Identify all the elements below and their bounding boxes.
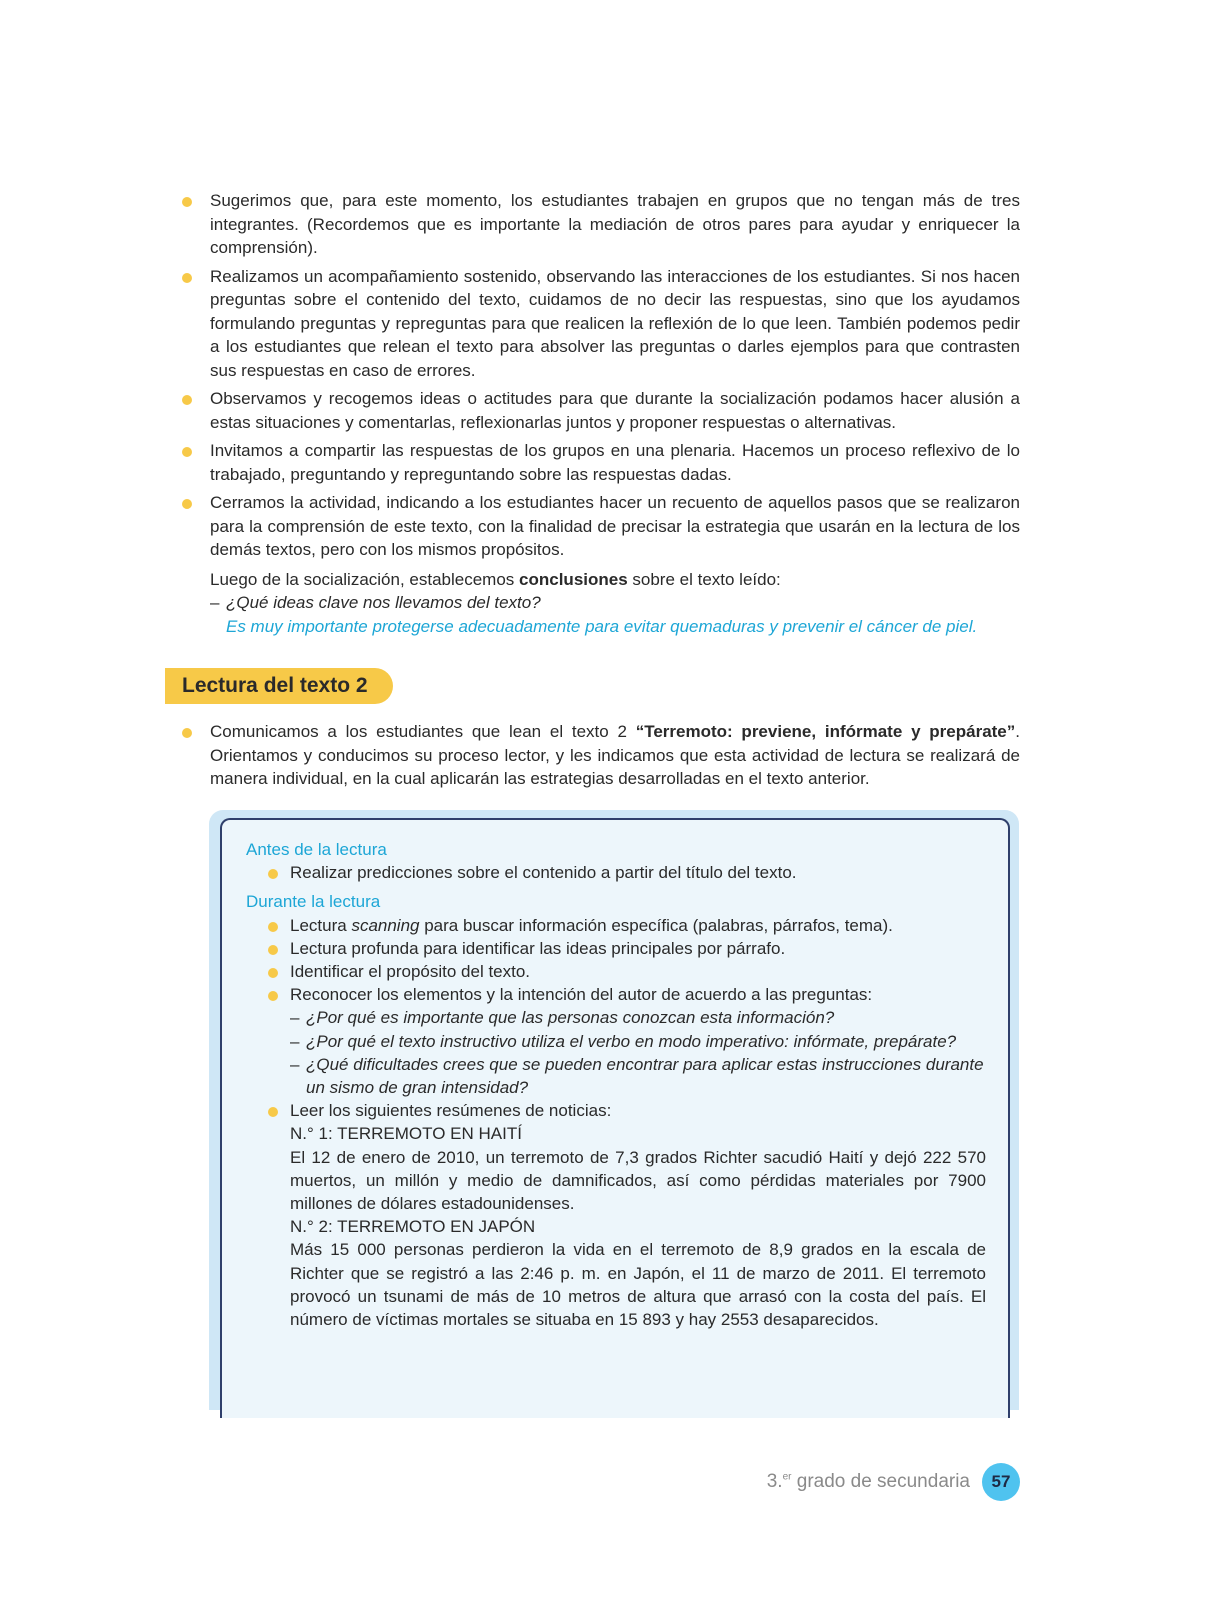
bullet-dot-icon (182, 273, 192, 283)
list-item: Observamos y recogemos ideas o actitudes para que durante la socialización podamos hacer alusión a estas situaciones y comentarlas, reflexionarlas juntos y proponer respuestas o alternativas. (182, 387, 1020, 434)
bullet-dot-icon (268, 968, 278, 978)
question-item: – ¿Por qué el texto instructivo utiliza el verbo en modo imperativo: infórmate, prepárate? (290, 1031, 957, 1051)
list-item: Lectura scanning para buscar información específica (palabras, párrafos, tema). (290, 914, 986, 937)
page-footer (767, 1463, 1020, 1501)
news1-body: El 12 de enero de 2010, un terremoto de 7,3 grados Richter sacudió Haití y dejó 222 570 muertos, un millón y medio de damnificados, así como pérdidas materiales por 7900 millones de dólares estadounidenses. (290, 1147, 986, 1214)
list-item: Comunicamos a los estudiantes que lean el texto 2 “Terremoto: previene, infórmate y prepárate”. Orientamos y conducimos su proceso lector, y les indicamos que esta actividad de lectura se realizará de manera individual, en la cual aplicarán las estrategias desarrolladas en el texto anterior. (182, 720, 1020, 791)
list-item: Invitamos a compartir las respuestas de los grupos en una plenaria. Hacemos un proceso reflexivo de lo trabajado, preguntando y repreguntando sobre las respuestas dadas. (182, 439, 1020, 486)
grade-label: 3.$^{er}$ grado de secundaria (766, 1471, 970, 1492)
before-reading-heading: Antes de la lectura (246, 840, 387, 859)
bullet-dot-icon (268, 869, 278, 879)
bullet-dot-icon (268, 945, 278, 955)
during-reading-heading: Durante la lectura (246, 892, 381, 912)
list-item: Identificar el propósito del texto. (290, 960, 986, 983)
conclusion-answer: Es muy importante protegerse adecuadamente para evitar quemaduras y prevenir el cáncer de piel. (226, 616, 978, 636)
news2-body: Más 15 000 personas perdieron la vida en el terremoto de 8,9 grados en la escala de Richter que se registró a las 2:46 p. m. en Japón, el 11 de marzo de 2011. El terremoto provocó un tsunami de más de 10 metros de altura que arrasó con la costa del país. El número de víctimas mortales se situaba en 15 893 y hay 2553 desaparecidos. (290, 1240, 986, 1330)
list-item: Cerramos la actividad, indicando a los estudiantes hacer un recuento de aquellos pasos que se realizaron para la comprensión de este texto, con la finalidad de precisar la estrategia que usarán en la lectura de los demás textos, pero con los mismos propósitos. (182, 491, 1020, 562)
bullet-dot-icon (182, 728, 192, 738)
bullet-dot-icon (182, 447, 192, 457)
list-item: Reconocer los elementos y la intención del autor de acuerdo a las preguntas: (290, 983, 986, 1006)
guidance-list (182, 189, 1020, 638)
conclusion-block (182, 568, 1020, 639)
list-item: Lectura profunda para identificar las ideas principales por párrafo. (290, 937, 986, 960)
page-number: 57 (982, 1463, 1020, 1501)
list-item: Realizamos un acompañamiento sostenido, observando las interacciones de los estudiantes. Si nos hacen preguntas sobre el contenido del texto, cuidamos de no decir las respuestas, sino que los ayudamos formulando preguntas y repreguntas para que realicen la reflexión de lo que leen. También podemos pedir a los estudiantes que relean el texto para absolver las preguntas o darles ejemplos para que contrasten sus respuestas en caso de errores. (182, 265, 1020, 383)
conclusion-intro: Luego de la socialización, establecemos conclusiones sobre el texto leído: (210, 569, 781, 589)
bullet-dot-icon (182, 197, 192, 207)
section-title: Lectura del texto 2 (165, 668, 393, 704)
conclusion-question: – ¿Qué ideas clave nos llevamos del texto? (210, 593, 541, 612)
bullet-dot-icon (268, 991, 278, 1001)
bullet-dot-icon (268, 922, 278, 932)
list-item: Realizar predicciones sobre el contenido a partir del título del texto. (290, 861, 986, 884)
question-item: – ¿Qué dificultades crees que se pueden encontrar para aplicar estas instrucciones durante un sismo de gran intensidad? (290, 1054, 984, 1098)
bullet-dot-icon (182, 395, 192, 405)
question-item: – ¿Por qué es importante que las personas conozcan esta información? (290, 1008, 835, 1028)
list-item: Leer los siguientes resúmenes de noticias: (290, 1099, 986, 1122)
bullet-dot-icon (268, 1107, 278, 1117)
intro-list (182, 720, 1020, 796)
bullet-dot-icon (182, 499, 192, 509)
news1-title: N.° 1: TERREMOTO EN HAITÍ (290, 1124, 522, 1144)
news2-title: N.° 2: TERREMOTO EN JAPÓN (290, 1217, 536, 1237)
list-item: Sugerimos que, para este momento, los estudiantes trabajen en grupos que no tengan más de tres integrantes. (Recordemos que es importante la mediación de otros pares para ayudar y enriquecer la comprensión). (182, 189, 1020, 260)
strategy-box-content (246, 838, 986, 1331)
